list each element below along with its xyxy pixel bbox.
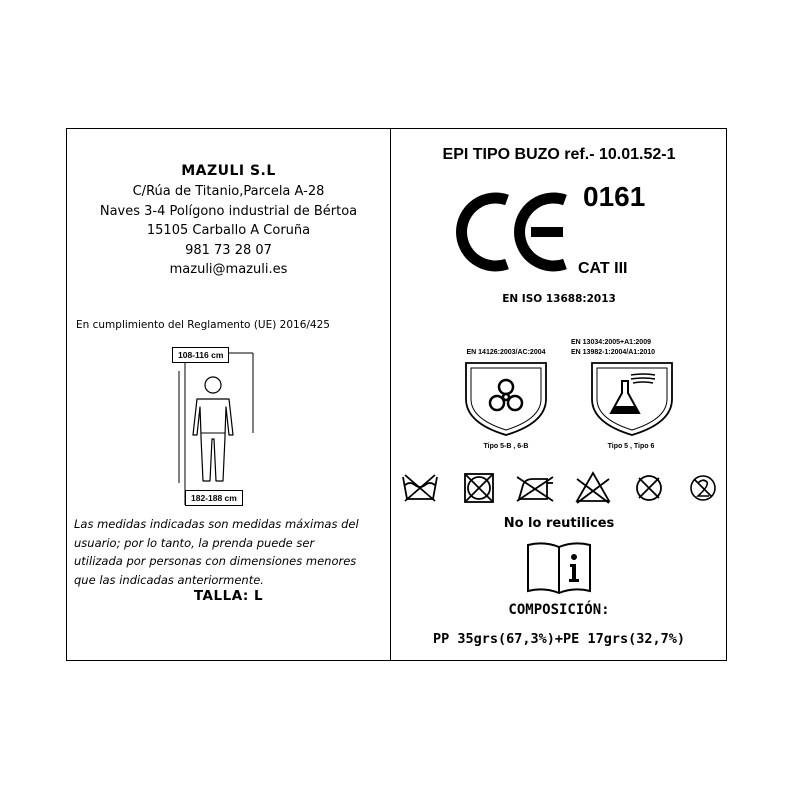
shield-standard: EN 13982-1:2004/A1:2010 [571, 349, 656, 356]
size-note [74, 515, 359, 589]
composition-value: PP 35grs(67,3%)+PE 17grs(32,7%) [433, 631, 685, 647]
biohazard-shield-icon [463, 361, 549, 437]
regulation-text: En cumplimiento del Reglamento (UE) 2016/425 [76, 319, 330, 331]
note-line: que las indicadas anteriormente. [74, 572, 264, 587]
email-address: mazuli@mazuli.es [169, 262, 288, 277]
do-not-dry-clean-icon [637, 476, 661, 500]
size-talla: TALLA: L [193, 588, 264, 604]
address-line: Naves 3-4 Polígono industrial de Bértoa [99, 203, 358, 219]
shield-standard: EN 14126:2003/AC:2004 [466, 349, 546, 356]
address-line: C/Rúa de Titanio,Parcela A-28 [132, 184, 325, 199]
notified-body-number: 0161 [583, 181, 646, 212]
note-line: usuario; por lo tanto, la prenda puede ser [74, 535, 315, 550]
product-panel [391, 129, 727, 660]
shield-types: Tipo 5 , Tipo 6 [607, 443, 655, 450]
shield-types: Tipo 5-B , 6-B [483, 443, 529, 450]
product-label [66, 128, 727, 661]
height-measure: 182-188 cm [185, 490, 243, 506]
care-symbols [399, 469, 719, 509]
chest-measure: 108-116 cm [172, 347, 229, 363]
do-not-wash-icon [403, 475, 437, 501]
manufacturer-panel [67, 129, 390, 660]
ce-mark-icon [455, 192, 575, 272]
category: CAT III [578, 260, 628, 277]
single-use-icon [691, 476, 715, 500]
do-not-iron-icon [517, 477, 553, 501]
consult-instructions-icon [524, 539, 594, 597]
reuse-warning: No lo reutilices [503, 516, 615, 531]
note-line: Las medidas indicadas son medidas máximas del [74, 517, 359, 531]
chemical-shield-icon [589, 361, 675, 437]
company-address [67, 182, 390, 280]
standard: EN ISO 13688:2013 [502, 293, 616, 305]
do-not-tumble-dry-icon [465, 474, 493, 502]
shield-standard: EN 13034:2005+A1:2009 [571, 339, 651, 346]
address-line: 15105 Carballo A Coruña [146, 223, 311, 238]
phone-number: 981 73 28 07 [185, 242, 272, 258]
product-title: EPI TIPO BUZO ref.- 10.01.52-1 [442, 146, 676, 163]
composition-title: COMPOSICIÓN: [508, 602, 610, 618]
note-line: utilizada por personas con dimensiones menores [74, 554, 357, 568]
size-figure-icon [167, 343, 277, 513]
do-not-bleach-icon [577, 473, 609, 503]
company-name: MAZULI S.L [181, 163, 276, 179]
